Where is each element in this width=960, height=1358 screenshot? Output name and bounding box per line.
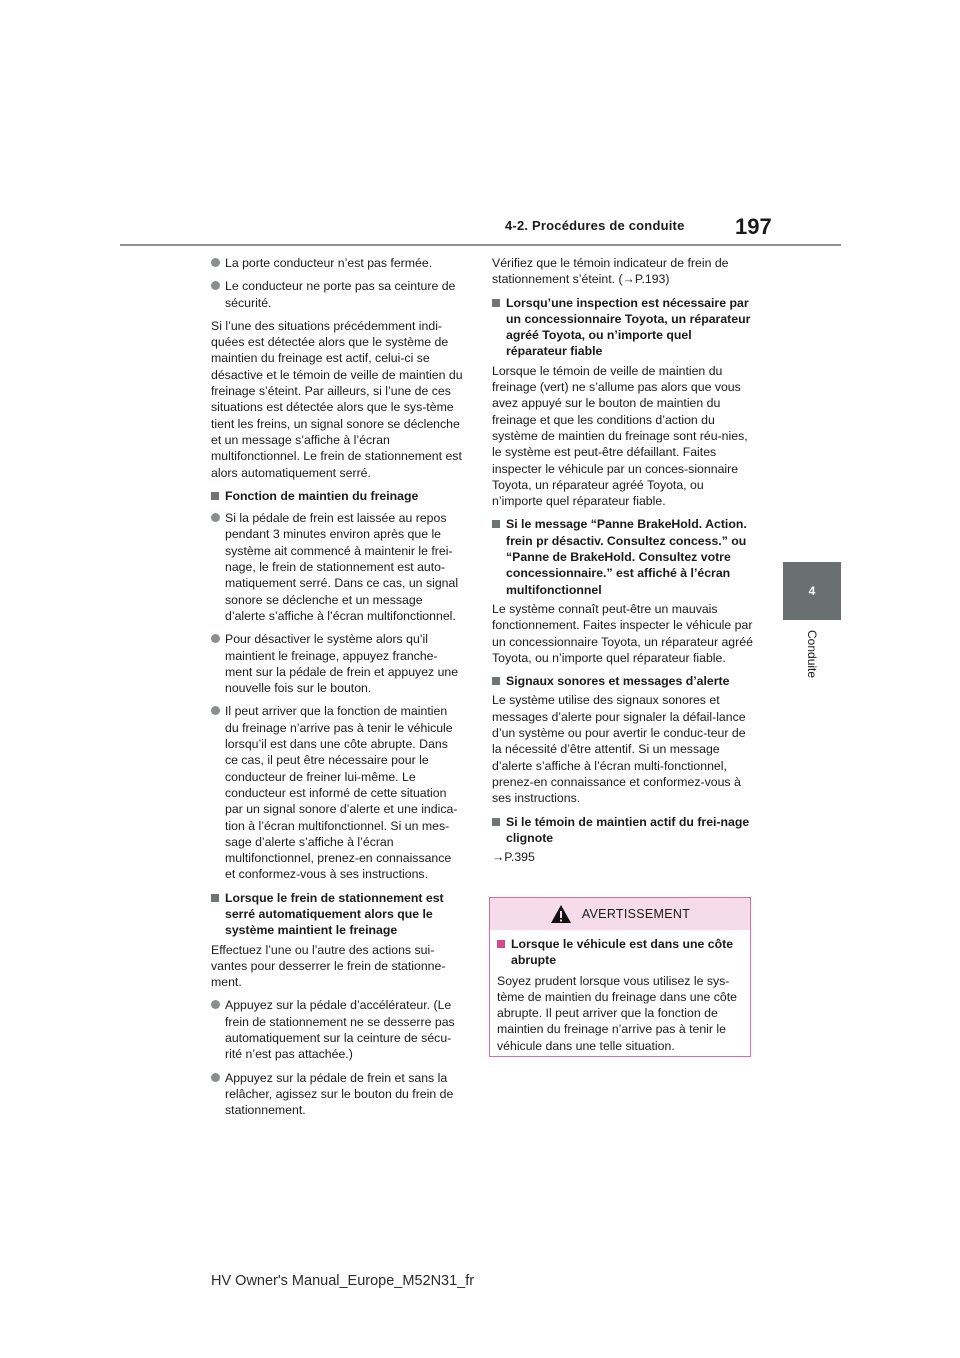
bullet-icon	[211, 634, 220, 643]
subheading: Si le témoin de maintien actif du frei-nage clignote	[492, 814, 754, 847]
left-column	[211, 255, 463, 1126]
list-item: Pour désactiver le système alors qu’il maintient le freinage, appuyez franche-ment sur la pédale de frein et appuyez une nouvelle fois sur le bouton.	[211, 631, 463, 696]
square-bullet-icon	[492, 677, 500, 685]
warning-title: AVERTISSEMENT	[581, 907, 691, 921]
bullet-icon	[211, 281, 220, 290]
square-bullet-icon	[497, 940, 505, 948]
chapter-label: Conduite	[805, 630, 819, 679]
subheading: Lorsqu’une inspection est nécessaire par un concessionnaire Toyota, un réparateur agréé Toyota, ou n’importe quel réparateur fiable	[492, 295, 754, 360]
paragraph: Le système connaît peut-être un mauvais fonctionnement. Faites inspecter le véhicule par un concessionnaire Toyota, un réparateur agréé Toyota, ou n’importe quel réparateur fiable.	[492, 601, 753, 665]
paragraph: Le système utilise des signaux sonores et messages d’alerte pour signaler la défail-lance d’un système ou pour avertir le conduc-teur de la nécessité d’être attentif. Si un message d’alerte s’affiche à l’écran multi-fonctionnel, prenez-en connaissance et conformez-vous à ses instructions.	[492, 693, 746, 806]
page-reference: →P.395	[492, 850, 535, 865]
paragraph: Lorsque le témoin de veille de maintien du freinage (vert) ne s’allume pas alors que vous avez appuyé sur le bouton de maintien du freinage et que les conditions d’action du système de maintien du freinage sont réu-nies, le système est peut-être défaillant. Faites inspecter le véhicule par un conces-sionnaire Toyota, un réparateur agréé Toyota, ou n’importe quel réparateur fiable.	[492, 363, 748, 509]
square-bullet-icon	[492, 520, 500, 528]
bullet-icon	[211, 258, 220, 267]
chapter-number: 4	[808, 584, 816, 598]
right-column	[492, 255, 754, 872]
section-title: 4-2. Procédures de conduite	[505, 218, 685, 233]
subheading: Si le message “Panne BrakeHold. Action. frein pr désactiv. Consultez concess.” ou “Panne de BrakeHold. Consultez votre concessionnaire.” est affiché à l’écran multifonctionnel	[492, 516, 754, 597]
square-bullet-icon	[492, 299, 500, 307]
bullet-icon	[211, 1000, 220, 1009]
bullet-icon	[211, 513, 220, 522]
chapter-tab	[783, 562, 841, 620]
paragraph: Si l’une des situations précédemment indi-quées est détectée alors que le système de maintien du freinage est actif, celui-ci se désactive et le témoin de veille de maintien du freinage s’éteint. Par ailleurs, si l’une de ces situations est détectée alors que le sys-tème tient les freins, un signal sonore se déclenche et un message s’affiche à l’écran multifonctionnel. Le frein de stationnement est alors automatiquement serré.	[211, 318, 463, 480]
square-bullet-icon	[211, 894, 219, 902]
list-item: Le conducteur ne porte pas sa ceinture de sécurité.	[211, 278, 463, 311]
footer-manual-id: HV Owner's Manual_Europe_M52N31_fr	[211, 1273, 475, 1289]
warning-body	[490, 930, 750, 1054]
paragraph: Effectuez l’une ou l’autre des actions sui-vantes pour desserrer le frein de stationne-ment.	[211, 942, 446, 990]
subheading: Fonction de maintien du freinage	[211, 488, 463, 504]
square-bullet-icon	[492, 818, 500, 826]
list-item: La porte conducteur n’est pas fermée.	[211, 255, 463, 271]
subheading: Lorsque le véhicule est dans une côte abrupte	[497, 936, 743, 969]
list-item: Appuyez sur la pédale d’accélérateur. (Le frein de stationnement ne se desserre pas automatiquement sur la ceinture de sécu-rité n’est pas attachée.)	[211, 997, 463, 1062]
paragraph: Vérifiez que le témoin indicateur de frein de stationnement s’éteint. (→P.193)	[492, 256, 729, 287]
bullet-icon	[211, 1073, 220, 1082]
subheading: Lorsque le frein de stationnement est serré automatiquement alors que le système maintient le freinage	[211, 890, 463, 939]
list-item: Appuyez sur la pédale de frein et sans la relâcher, agissez sur le bouton du frein de stationnement.	[211, 1070, 463, 1119]
subheading: Signaux sonores et messages d’alerte	[492, 673, 754, 689]
paragraph: Soyez prudent lorsque vous utilisez le sys-tème de maintien du freinage dans une côte abrupte. Il peut arriver que la fonction de maintien du freinage n’arrive pas à tenir le véhicule dans une telle situation.	[497, 973, 737, 1053]
list-item: Il peut arriver que la fonction de maintien du freinage n’arrive pas à tenir le véhicule lorsqu’il est dans une côte abrupte. Dans ce cas, il peut être nécessaire pour le conducteur de freiner lui-même. Le conducteur est informé de cette situation par un signal sonore d’alerte et une indica-tion à l’écran multifonctionnel. Si un mes-sage d’alerte s’affiche à l’écran multifonctionnel, prenez-en connaissance et conformez-vous à ses instructions.	[211, 703, 463, 882]
bullet-icon	[211, 706, 220, 715]
page-number: 197	[735, 214, 772, 239]
warning-box	[489, 897, 751, 1057]
list-item: Si la pédale de frein est laissée au repos pendant 3 minutes environ après que le système ait commencé à maintenir le frei-nage, le frein de stationnement est auto-matiquement serré. Dans ce cas, un signal sonore se déclenche et un message d’alerte s’affiche à l’écran multifonctionnel.	[211, 510, 463, 624]
header-rule	[120, 244, 841, 246]
warning-header	[490, 898, 750, 930]
warning-triangle-icon	[550, 904, 572, 924]
square-bullet-icon	[211, 492, 219, 500]
